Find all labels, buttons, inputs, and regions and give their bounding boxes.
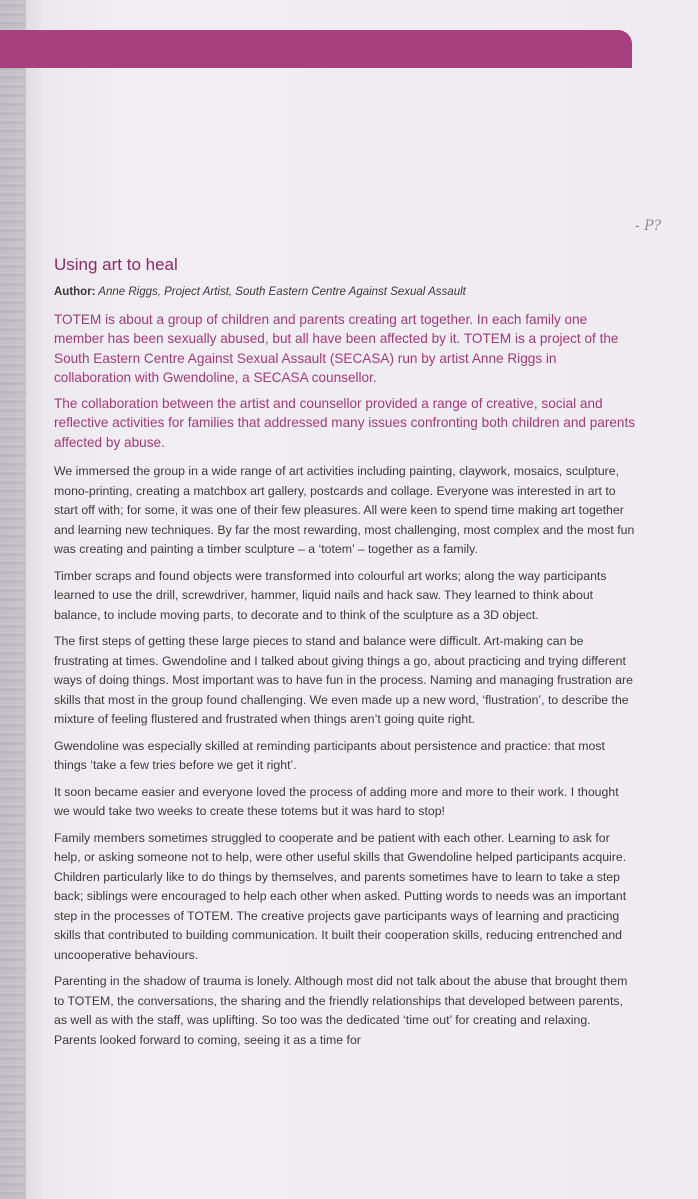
author-text: Anne Riggs, Project Artist, South Eastern Centre Against Sexual Assault [98, 286, 466, 298]
lead-paragraph: The collaboration between the artist and counsellor provided a range of creative, social and reflective activities for families that addressed many issues confronting both children and parents affected by abuse. [54, 396, 636, 450]
body-paragraph: Family members sometimes struggled to cooperate and be patient with each other. Learning to ask for help, or asking someone not to help, were other useful skills that Gwendoline helped participants acquire. Children particularly like to do things by themselves, and parents sometimes have to learn to take a step back; siblings were encouraged to help each other when asked. Putting words to needs was an important step in the processes of TOTEM. The creative projects gave participants ways of learning and practicing skills that contributed to building communication. It built their cooperation skills, reducing entrenched and uncooperative behaviours. [54, 830, 627, 962]
body-paragraph: Timber scraps and found objects were transformed into colourful art works; along the way participants learned to use the drill, screwdriver, hammer, liquid nails and hack saw. They learned to think about balance, to include moving parts, to decorate and to think of the sculpture as a 3D object. [54, 568, 607, 622]
lead-paragraph: TOTEM is about a group of children and parents creating art together. In each family one member has been sexually abused, but all have been affected by it. TOTEM is a project of the South Eastern Centre Against Sexual Assault (SECASA) run by artist Anne Riggs in collaboration with Gwendoline, a SECASA counsellor. [54, 312, 619, 385]
body-paragraph: Parenting in the shadow of trauma is lonely. Although most did not talk about the abuse that brought them to TOTEM, the conversations, the sharing and the friendly relationships that developed between parents, as well as with the staff, was uplifting. So too was the dedicated ‘time out’ for creating and relaxing. Parents looked forward to coming, seeing it as a time for [54, 974, 628, 1047]
body-paragraph: The first steps of getting these large pieces to stand and balance were difficult. Art-making can be frustrating at times. Gwendoline and I talked about giving things a go, about practicing and trying different ways of doing things. Most important was to have fun in the process. Naming and managing frustration are skills that most in the group found challenging. We even made up a new word, ‘flustration’, to describe the mixture of feeling flustered and frustrated when things aren’t going quite right. [54, 634, 633, 727]
author-line [54, 284, 636, 300]
author-label: Author: [54, 286, 96, 298]
margin-annotation: - P? [635, 218, 662, 234]
article-title: Using art to heal [54, 255, 178, 274]
body-paragraph: It soon became easier and everyone loved the process of adding more and more to their work. I thought we would take two weeks to create these totems but it was hard to stop! [54, 784, 619, 819]
article [54, 254, 636, 1050]
book-gutter [0, 0, 26, 1199]
body-paragraph: We immersed the group in a wide range of art activities including painting, claywork, mosaics, sculpture, mono-printing, creating a matchbox art gallery, postcards and collage. Everyone was interested in art to start off with; for some, it was one of their few pleasures. All were keen to spend time making art together and learning new techniques. By far the most rewarding, most challenging, most complex and the most fun was creating and painting a timber sculpture – a ‘totem’ – together as a family. [54, 464, 635, 557]
body-paragraph: Gwendoline was especially skilled at reminding participants about persistence and practice: that most things ‘take a few tries before we get it right’. [54, 738, 605, 773]
header-band [0, 30, 632, 68]
